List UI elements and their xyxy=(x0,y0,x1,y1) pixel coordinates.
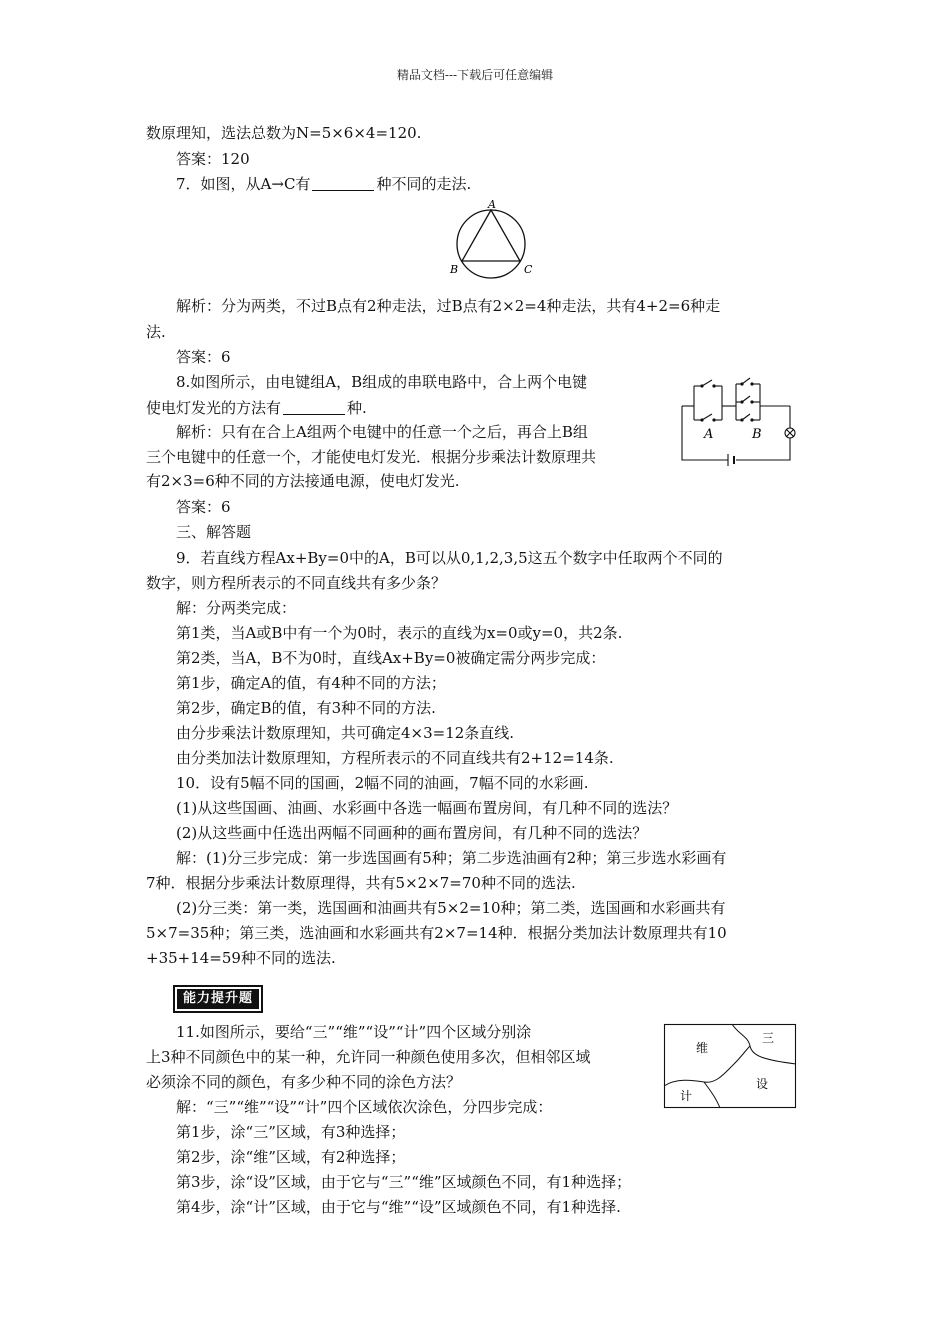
text-line: 法. xyxy=(146,323,166,341)
question-8-part2: 种. xyxy=(347,399,367,417)
question-8-line2 xyxy=(146,398,367,418)
text-line: 由分步乘法计数原理知，共可确定4×3=12条直线. xyxy=(176,724,515,742)
text-line: 有2×3=6种不同的方法接通电源，使电灯发光. xyxy=(146,472,460,490)
label-B: B xyxy=(450,263,459,276)
circle-triangle-figure xyxy=(448,198,536,280)
text-line: 解：分两类完成： xyxy=(176,599,297,617)
text-line: 第1步，涂“三”区域，有3种选择； xyxy=(176,1123,406,1141)
label-B: B xyxy=(752,427,762,442)
text-line: 第2步，确定B的值，有3种不同的方法. xyxy=(176,699,436,717)
circuit-figure xyxy=(672,376,804,464)
text-line: 必须涂不同的颜色，有多少种不同的涂色方法？ xyxy=(146,1073,462,1091)
text-line: (2)从这些画中任选出两幅不同画种的画布置房间，有几种不同的选法？ xyxy=(176,824,648,842)
question-7-part1: 7．如图，从A→C有 xyxy=(176,175,311,193)
text-line: 数字，则方程所表示的不同直线共有多少条？ xyxy=(146,574,447,592)
text-line: 答案：6 xyxy=(176,498,231,516)
text-line: 11.如图所示，要给“三”“维”“设”“计”四个区域分别涂 xyxy=(176,1023,532,1041)
text-line: 答案：6 xyxy=(176,348,231,366)
question-7 xyxy=(176,174,471,194)
text-line: 解析：只有在合上A组两个电键中的任意一个之后，再合上B组 xyxy=(176,423,588,441)
text-line: 9．若直线方程Ax+By=0中的A，B可以从0,1,2,3,5这五个数字中任取两个不同的 xyxy=(176,549,723,567)
text-line: +35+14=59种不同的选法. xyxy=(146,949,336,967)
text-line: 10．设有5幅不同的国画，2幅不同的油画，7幅不同的水彩画. xyxy=(176,774,589,792)
label-A: A xyxy=(488,198,496,211)
question-8-part1: 使电灯发光的方法有 xyxy=(146,399,282,417)
section-heading: 三、解答题 xyxy=(176,523,252,541)
text-line: 第2类，当A，B不为0时，直线Ax+By=0被确定需分两步完成： xyxy=(176,649,606,667)
text-line: 解析：分为两类，不过B点有2种走法，过B点有2×2=4种走法，共有4+2=6种走 xyxy=(176,297,721,315)
label-A: A xyxy=(704,427,714,442)
text-line: 第3步，涂“设”区域，由于它与“三”“维”区域颜色不同，有1种选择； xyxy=(176,1173,632,1191)
text-line: 解：“三”“维”“设”“计”四个区域依次涂色，分四步完成： xyxy=(176,1098,553,1116)
label-C: C xyxy=(524,263,533,276)
text-line: 5×7=35种；第三类，选油画和水彩画共有2×7=14种．根据分类加法计数原理共有10 xyxy=(146,924,727,942)
text-line: 8.如图所示，由电键组A，B组成的串联电路中，合上两个电键 xyxy=(176,373,588,391)
region-map-figure xyxy=(664,1024,796,1108)
region-san: 三 xyxy=(762,1031,775,1045)
region-she: 设 xyxy=(756,1077,769,1091)
text-line: 三个电键中的任意一个，才能使电灯发光．根据分步乘法计数原理共 xyxy=(146,448,597,466)
text-line: 答案：120 xyxy=(176,150,250,168)
section-badge-label: 能力提升题 xyxy=(182,991,253,1006)
text-line: 第2步，涂“维”区域，有2种选择； xyxy=(176,1148,406,1166)
text-line: (1)从这些国画、油画、水彩画中各选一幅画布置房间，有几种不同的选法？ xyxy=(176,799,678,817)
section-badge xyxy=(173,985,263,1013)
text-line: 第1步，确定A的值，有4种不同的方法； xyxy=(176,674,446,692)
text-line: 解：(1)分三步完成：第一步选国画有5种；第二步选油画有2种；第三步选水彩画有 xyxy=(176,849,727,867)
text-line: 由分类加法计数原理知，方程所表示的不同直线共有2+12=14条. xyxy=(176,749,614,767)
region-wei: 维 xyxy=(696,1041,709,1055)
page-header: 精品文档---下载后可任意编辑 xyxy=(396,68,554,82)
text-line: 7种．根据分步乘法计数原理得，共有5×2×7=70种不同的选法. xyxy=(146,874,576,892)
text-line: 第4步，涂“计”区域，由于它与“维”“设”区域颜色不同，有1种选择. xyxy=(176,1198,621,1216)
text-line: 数原理知，选法总数为N=5×6×4=120. xyxy=(146,124,422,142)
text-line: 第1类，当A或B中有一个为0时，表示的直线为x=0或y=0，共2条. xyxy=(176,624,623,642)
answer-blank xyxy=(283,400,345,415)
question-7-part2: 种不同的走法. xyxy=(376,175,472,193)
region-ji: 计 xyxy=(680,1089,693,1103)
text-line: (2)分三类：第一类，选国画和油画共有5×2=10种；第二类，选国画和水彩画共有 xyxy=(176,899,726,917)
text-line: 上3种不同颜色中的某一种，允许同一种颜色使用多次，但相邻区域 xyxy=(146,1048,591,1066)
answer-blank xyxy=(312,176,374,191)
